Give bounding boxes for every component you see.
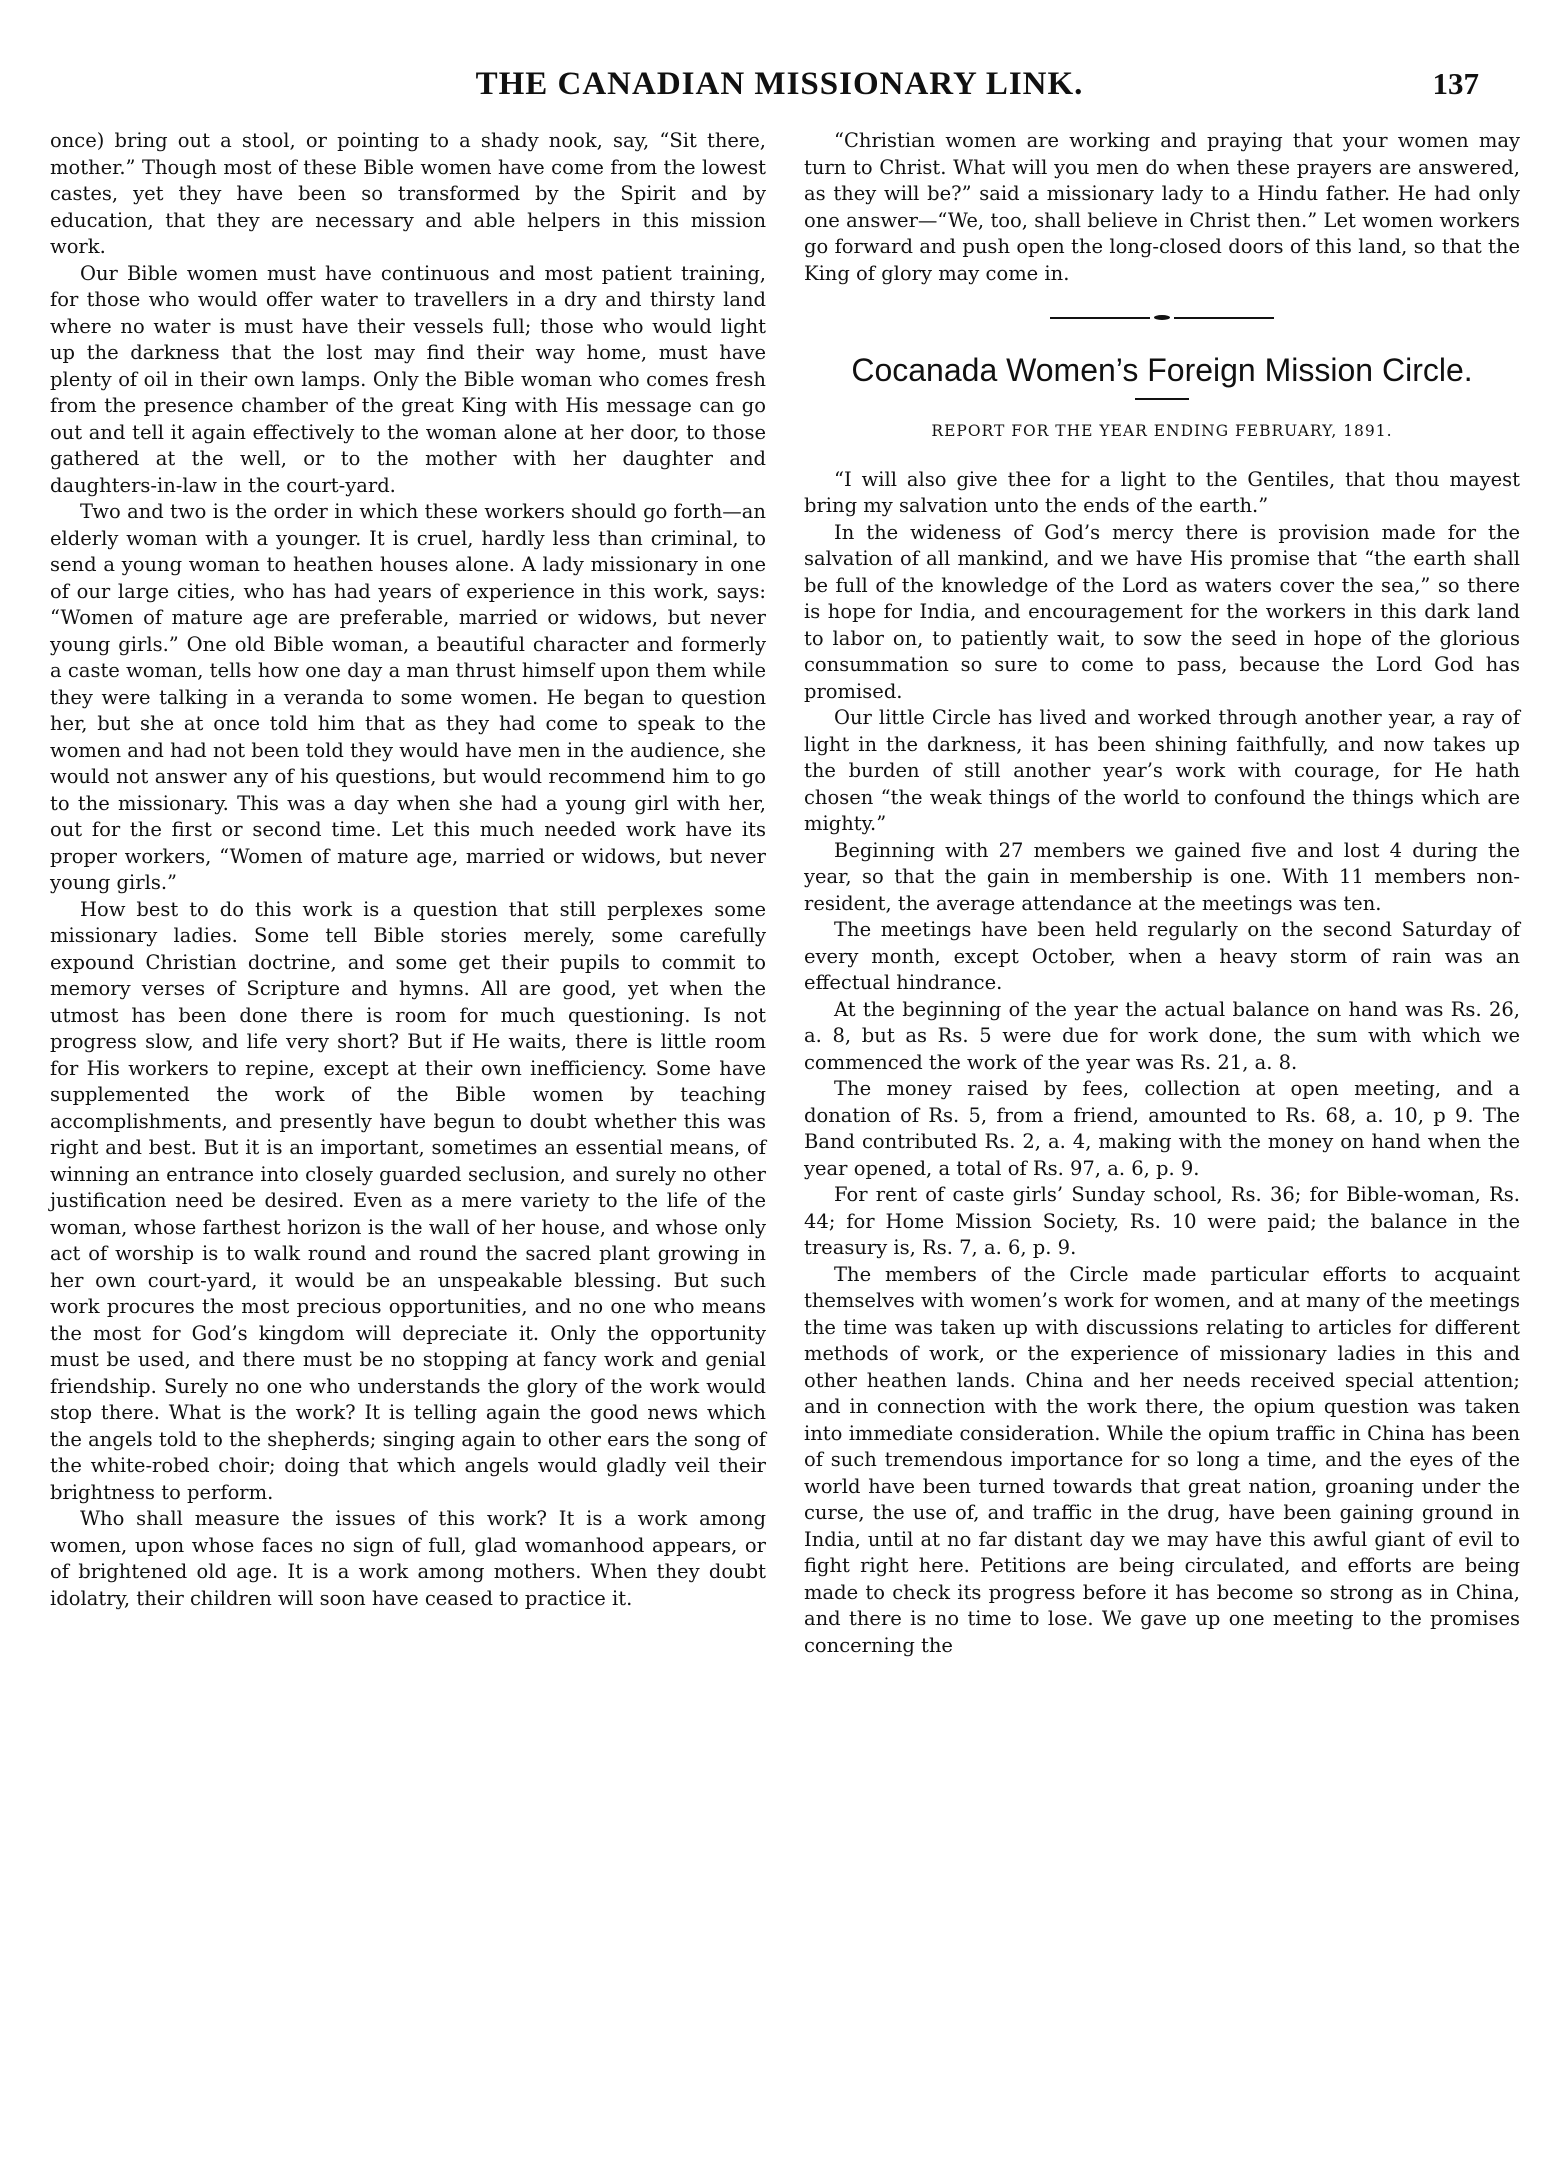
body-paragraph: “I will also give thee for a light to the Gentiles, that thou mayest bring my salvation unto the ends of the earth.” (804, 467, 1520, 517)
body-paragraph: The money raised by fees, collection at open meeting, and a donation of Rs. 5, from a friend, amounted to Rs. 68, a. 10, p 9. The Band contributed Rs. 2, a. 4, making with the money on hand when the year opened, a total of Rs. 97, a. 6, p. 9. (804, 1077, 1520, 1180)
section-divider (804, 315, 1520, 320)
body-paragraph: Beginning with 27 members we gained five and lost 4 during the year, so that the gain in membership is one. With 11 members non-resident, the average attendance at the meetings was ten. (804, 838, 1520, 915)
left-column (50, 128, 766, 1612)
body-paragraph: Who shall measure the issues of this work? It is a work among women, upon whose faces no sign of full, glad womanhood appears, or of brightened old age. It is a work among mothers. When they doubt idolatry, their children will soon have ceased to practice it. (50, 1507, 766, 1610)
intro-paragraph: “Christian women are working and praying that your women may turn to Christ. What will you men do when these prayers are answered, as they will be?” said a missionary lady to a Hindu father. He had only one answer—“We, too, shall believe in Christ then.” Let women workers go forward and push open the long-closed doors of this land, so that the King of glory may come in. (804, 129, 1520, 285)
body-paragraph: At the beginning of the year the actual balance on hand was Rs. 26, a. 8, but as Rs. 5 were due for work done, the sum with which we commenced the work of the year was Rs. 21, a. 8. (804, 997, 1520, 1074)
running-title: THE CANADIAN MISSIONARY LINK. (475, 66, 1084, 102)
divider-line (1050, 317, 1150, 319)
report-subheading: REPORT FOR THE YEAR ENDING FEBRUARY, 1891. (931, 422, 1393, 440)
heading-rule (1135, 398, 1189, 400)
body-paragraph: Our Bible women must have continuous and most patient training, for those who would offer water to travellers in a dry and thirsty land where no water is must have their vessels full; those who would light up the darkness that the lost may find their way home, must have plenty of oil in their own lamps. Only the Bible woman who comes fresh from the presence chamber of the great King with His message can go out and tell it again effectively to the woman alone at her door, to those gathered at the well, or to the mother with her daughter and daughters-in-law in the court-yard. (50, 261, 766, 497)
divider-line (1174, 317, 1274, 319)
body-paragraph: Our little Circle has lived and worked through another year, a ray of light in the darkness, it has been shining faithfully, and now takes up the burden of still another year’s work with courage, for He hath chosen “the weak things of the world to confound the things which are mighty.” (804, 706, 1520, 835)
page-header (40, 66, 1519, 106)
divider-ornament (1154, 315, 1170, 320)
body-paragraph: For rent of caste girls’ Sunday school, Rs. 36; for Bible-woman, Rs. 44; for Home Mission Society, Rs. 10 were paid; the balance in the treasury is, Rs. 7, a. 6, p. 9. (804, 1183, 1520, 1259)
right-column (804, 128, 1520, 1659)
article-heading: Cocanada Women’s Foreign Mission Circle. (851, 352, 1473, 388)
body-paragraph: The members of the Circle made particular efforts to acquaint themselves with women’s work for women, and at many of the meetings the time was taken up with discussions relating to articles for different methods of work, or the experience of missionary ladies in this and other heathen lands. China and her needs received special attention; and in connection with the work there, the opium question was taken into immediate consideration. While the opium traffic in China has been of such tremendous importance for so long a time, and the eyes of the world have been turned towards that great nation, groaning under the curse, the use of, and traffic in the drug, have been gaining ground in India, until at no far distant day we may have this awful giant of evil to fight right here. Petitions are being circulated, and efforts are being made to check its progress before it has become so strong as in China, and there is no time to lose. We gave up one meeting to the promises concerning the (804, 1262, 1520, 1657)
body-paragraph: once) bring out a stool, or pointing to a shady nook, say, “Sit there, mother.” Though most of these Bible women have come from the lowest castes, yet they have been so transformed by the Spirit and by education, that they are necessary and able helpers in this mission work. (50, 129, 766, 258)
body-paragraph: Two and two is the order in which these workers should go forth—an elderly woman with a younger. It is cruel, hardly less than criminal, to send a young woman to heathen houses alone. A lady missionary in one of our large cities, who has had years of experience in this work, says: “Women of mature age are preferable, married or widows, but never young girls.” One old Bible woman, a beautiful character and formerly a caste woman, tells how one day a man thrust himself upon them while they were talking in a veranda to some women. He began to question her, but she at once told him that as they had come to speak to the women and had not been told they would have men in the audience, she would not answer any of his questions, but would recommend him to go to the missionary. This was a day when she had a young girl with her, out for the first or second time. Let this much needed work have its proper workers, “Women of mature age, married or widows, but never young girls.” (50, 500, 766, 894)
body-paragraph: The meetings have been held regularly on the second Saturday of every month, except October, when a heavy storm of rain was an effectual hindrance. (804, 918, 1520, 994)
page-number: 137 (1432, 66, 1479, 101)
body-paragraph: In the wideness of God’s mercy there is provision made for the salvation of all mankind, and we have His promise that “the earth shall be full of the knowledge of the Lord as waters cover the sea,” so there is hope for India, and encouragement for the workers in this dark land to labor on, to patiently wait, to sow the seed in hope of the glorious consummation so sure to come to pass, because the Lord God has promised. (804, 520, 1520, 703)
body-paragraph: How best to do this work is a question that still perplexes some missionary ladies. Some tell Bible stories merely, some carefully expound Christian doctrine, and some get their pupils to commit to memory verses of Scripture and hymns. All are good, yet when the utmost has been done there is room for much questioning. Is not progress slow, and life very short? But if He waits, there is little room for His workers to repine, except at their own inefficiency. Some have supplemented the work of the Bible women by teaching accomplishments, and presently have begun to doubt whether this was right and best. But it is an important, sometimes an essential means, of winning an entrance into closely guarded seclusion, and surely no other justification need be desired. Even as a mere variety to the life of the woman, whose farthest horizon is the wall of her house, and whose only act of worship is to walk round and round the sacred plant growing in her own court-yard, it would be an unspeakable blessing. But such work procures the most precious opportunities, and no one who means the most for God’s kingdom will depreciate it. Only the opportunity must be used, and there must be no stopping at fancy work and genial friendship. Surely no one who understands the glory of the work would stop there. What is the work? It is telling again the good news which the angels told to the shepherds; singing again to other ears the song of the white-robed choir; doing that which angels would gladly veil their brightness to perform. (50, 897, 766, 1504)
